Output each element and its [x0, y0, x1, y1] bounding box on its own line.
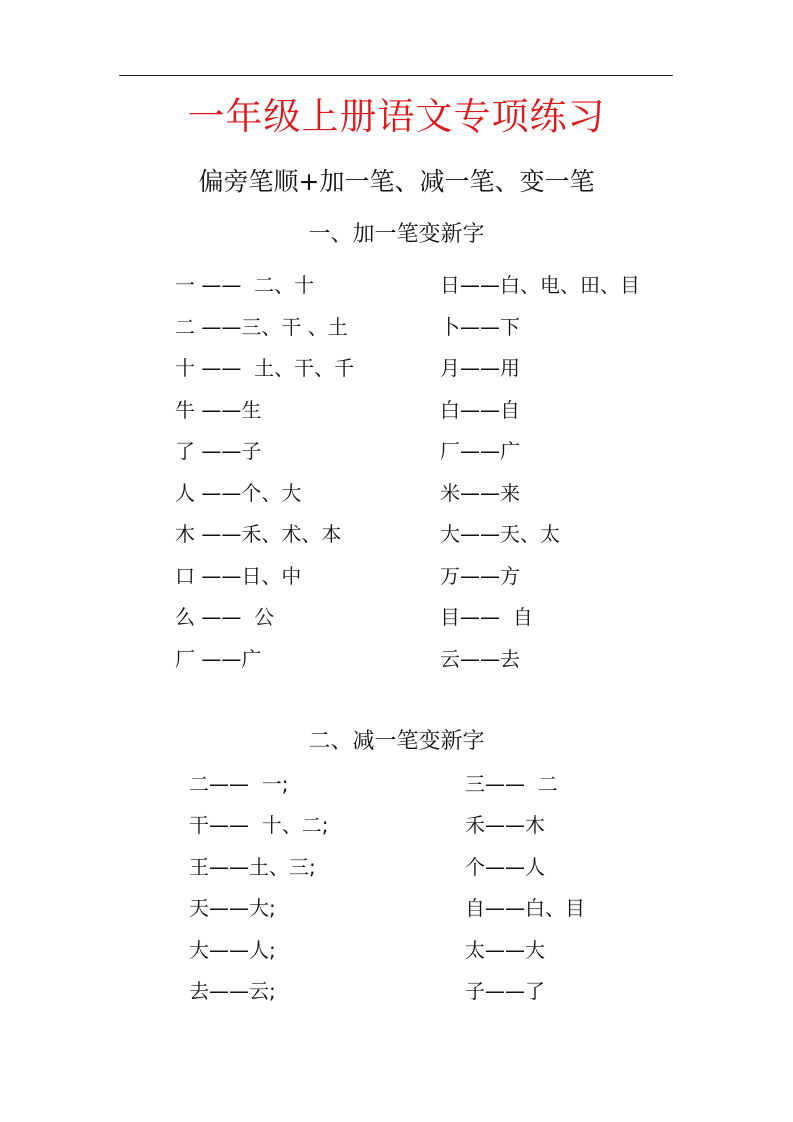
list-item: 万——方 — [440, 563, 520, 588]
list-item: 么 —— 公 — [175, 605, 275, 629]
section-add-heading: 一、加一笔变新字 — [308, 222, 485, 247]
list-item: 天——大; — [189, 896, 276, 921]
list-item: 云——去 — [440, 646, 520, 671]
list-item: 一 —— 二、十 — [175, 273, 315, 297]
list-item: 月——用 — [440, 356, 520, 380]
list-item: 三—— 二 — [465, 772, 558, 796]
list-item: 禾——木 — [465, 813, 545, 838]
page-subtitle: 偏旁笔顺+加一笔、减一笔、变一笔 — [198, 167, 595, 196]
list-item: 干—— 十、二; — [189, 813, 329, 838]
list-item: 自——白、目 — [465, 896, 585, 921]
list-item: 人 ——个、大 — [175, 480, 302, 505]
list-item: 二 ——三、干 、土 — [175, 314, 348, 339]
list-item: 个——人 — [465, 854, 545, 879]
list-item: 太——大 — [465, 937, 545, 962]
list-item: 厂——广 — [440, 439, 520, 463]
list-item: 卜——下 — [440, 314, 520, 339]
list-item: 二—— 一; — [189, 772, 289, 796]
list-item: 日——白、电、田、目 — [440, 273, 640, 297]
list-item: 大——天、太 — [440, 522, 560, 546]
list-item: 去——云; — [189, 978, 276, 1003]
section-subtract-heading: 二、减一笔变新字 — [308, 729, 485, 754]
list-item: 王——土、三; — [189, 854, 316, 879]
top-divider — [119, 75, 673, 76]
list-item: 厂 ——广 — [175, 646, 262, 671]
subtract-stroke-left-list — [189, 770, 328, 1018]
list-item: 口 ——日、中 — [175, 563, 302, 588]
list-item: 子——了 — [465, 978, 545, 1003]
list-item: 目—— 自 — [440, 605, 533, 629]
list-item: 牛 ——生 — [175, 397, 262, 422]
list-item: 白——自 — [440, 397, 520, 422]
add-stroke-right-list — [440, 271, 640, 686]
list-item: 了 ——子 — [175, 439, 262, 463]
subtract-stroke-right-list — [465, 770, 585, 1018]
add-stroke-left-list — [175, 271, 354, 686]
list-item: 大——人; — [189, 937, 276, 962]
list-item: 木 ——禾、术、本 — [175, 522, 342, 546]
list-item: 米——来 — [440, 480, 520, 505]
page-title: 一年级上册语文专项练习 — [187, 95, 606, 138]
list-item: 十 —— 土、干、千 — [175, 356, 355, 380]
